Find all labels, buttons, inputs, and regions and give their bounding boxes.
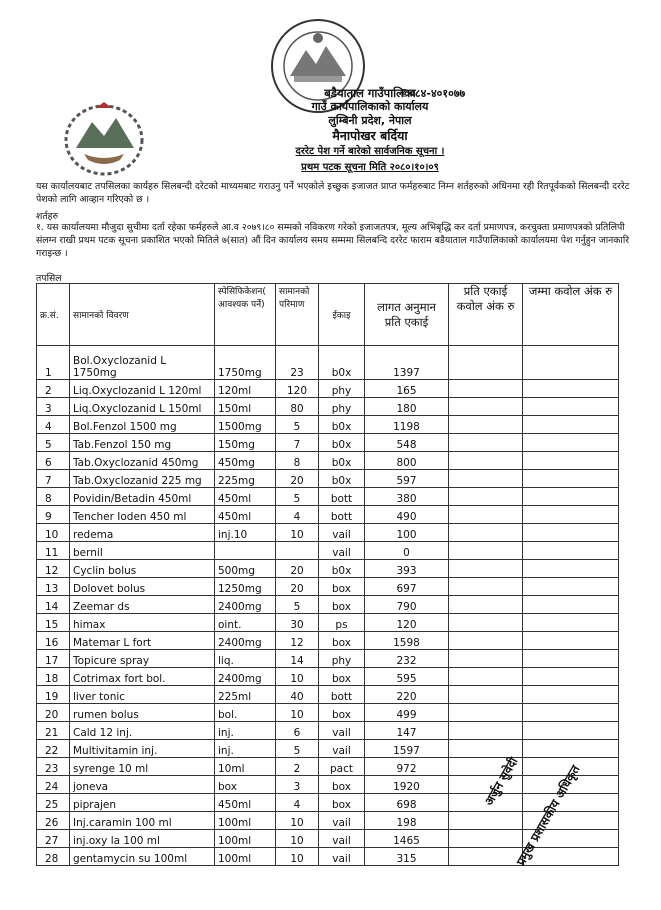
row-sn: 22 [37, 740, 70, 758]
row-unit-bid [449, 416, 523, 434]
row-item: joneva [70, 776, 215, 794]
row-unit: box [319, 776, 365, 794]
row-qty: 3 [276, 776, 319, 794]
row-unit-bid [449, 650, 523, 668]
table-row [37, 470, 619, 488]
table-row [37, 346, 619, 380]
row-sn: 1 [37, 346, 70, 380]
row-qty: 10 [276, 830, 319, 848]
row-total-bid [523, 380, 619, 398]
row-est-cost: 790 [365, 596, 449, 614]
row-item: gentamycin su 100ml [70, 848, 215, 866]
row-item: rumen bolus [70, 704, 215, 722]
row-unit: b0x [319, 560, 365, 578]
office-phone: ✆०८४-४०१०७७ [400, 87, 466, 100]
row-unit: pact [319, 758, 365, 776]
row-sn: 27 [37, 830, 70, 848]
row-item: Cald 12 inj. [70, 722, 215, 740]
row-spec: bol. [215, 704, 276, 722]
row-unit-bid [449, 848, 523, 866]
items-table [36, 283, 619, 866]
row-unit: ps [319, 614, 365, 632]
row-est-cost: 595 [365, 668, 449, 686]
row-unit-bid [449, 346, 523, 380]
row-unit: box [319, 596, 365, 614]
row-unit: box [319, 794, 365, 812]
row-est-cost: 548 [365, 434, 449, 452]
row-est-cost: 697 [365, 578, 449, 596]
row-sn: 25 [37, 794, 70, 812]
row-qty: 10 [276, 812, 319, 830]
table-row [37, 578, 619, 596]
row-item: Liq.Oxyclozanid L 150ml [70, 398, 215, 416]
row-item: Multivitamin inj. [70, 740, 215, 758]
table-row [37, 488, 619, 506]
row-sn: 19 [37, 686, 70, 704]
row-unit-bid [449, 398, 523, 416]
table-row [37, 686, 619, 704]
row-total-bid [523, 578, 619, 596]
row-qty: 12 [276, 632, 319, 650]
row-unit-bid [449, 452, 523, 470]
row-spec: inj. [215, 740, 276, 758]
row-est-cost: 198 [365, 812, 449, 830]
signature-title: प्रमुख प्रशासकीय अधिकृत [513, 762, 583, 868]
row-qty: 14 [276, 650, 319, 668]
row-unit: vail [319, 722, 365, 740]
row-item: liver tonic [70, 686, 215, 704]
header-sn: क्र.सं. [37, 284, 70, 346]
row-item: Tencher Ioden 450 ml [70, 506, 215, 524]
row-est-cost: 180 [365, 398, 449, 416]
row-qty: 5 [276, 488, 319, 506]
table-row [37, 452, 619, 470]
row-unit-bid [449, 686, 523, 704]
row-spec: 100ml [215, 830, 276, 848]
row-est-cost: 147 [365, 722, 449, 740]
header-qty: सामानको परिमाण [276, 284, 319, 346]
row-item: Povidin/Betadin 450ml [70, 488, 215, 506]
row-qty: 80 [276, 398, 319, 416]
row-unit: vail [319, 740, 365, 758]
row-unit-bid [449, 632, 523, 650]
row-item: Bol.Oxyclozanid L 1750mg [70, 346, 215, 380]
row-est-cost: 380 [365, 488, 449, 506]
row-unit: box [319, 578, 365, 596]
table-row [37, 704, 619, 722]
row-unit: vail [319, 848, 365, 866]
row-unit-bid [449, 668, 523, 686]
row-spec: 225ml [215, 686, 276, 704]
row-qty: 40 [276, 686, 319, 704]
row-est-cost: 1198 [365, 416, 449, 434]
table-row [37, 560, 619, 578]
row-unit-bid [449, 470, 523, 488]
row-sn: 12 [37, 560, 70, 578]
row-unit: box [319, 632, 365, 650]
row-qty: 5 [276, 416, 319, 434]
row-total-bid [523, 704, 619, 722]
row-total-bid [523, 614, 619, 632]
row-spec: 500mg [215, 560, 276, 578]
row-total-bid [523, 596, 619, 614]
row-qty: 10 [276, 524, 319, 542]
header-est-cost: लागत अनुमान प्रति एकाई [365, 284, 449, 346]
row-item: Matemar L fort [70, 632, 215, 650]
row-unit: bott [319, 506, 365, 524]
row-spec: 2400mg [215, 668, 276, 686]
row-qty: 10 [276, 848, 319, 866]
row-est-cost: 1920 [365, 776, 449, 794]
row-qty [276, 542, 319, 560]
row-sn: 5 [37, 434, 70, 452]
row-sn: 23 [37, 758, 70, 776]
row-spec: 1750mg [215, 346, 276, 380]
header-item: सामानको विवरण [70, 284, 215, 346]
header-total-bid: जम्मा कवोल अंक रु [523, 284, 619, 346]
row-unit-bid [449, 596, 523, 614]
table-row [37, 380, 619, 398]
header-unit: ईकाइ [319, 284, 365, 346]
office-province: लुम्बिनी प्रदेश, नेपाल [328, 114, 412, 127]
row-spec: 450mg [215, 452, 276, 470]
row-unit: b0x [319, 434, 365, 452]
notice-title: दररेट पेश गर्ने बारेको सार्वजनिक सूचना । [295, 146, 445, 157]
row-sn: 21 [37, 722, 70, 740]
row-total-bid [523, 346, 619, 380]
row-sn: 20 [37, 704, 70, 722]
row-item: syrenge 10 ml [70, 758, 215, 776]
row-est-cost: 490 [365, 506, 449, 524]
row-qty: 8 [276, 452, 319, 470]
row-item: Tab.Fenzol 150 mg [70, 434, 215, 452]
row-sn: 15 [37, 614, 70, 632]
row-unit-bid [449, 830, 523, 848]
row-sn: 2 [37, 380, 70, 398]
row-est-cost: 499 [365, 704, 449, 722]
row-est-cost: 1465 [365, 830, 449, 848]
row-qty: 5 [276, 740, 319, 758]
intro-paragraph: यस कार्यालयबाट तपसिलका कार्यहरु सिलबन्दी दरेटको माध्यमबाट गराउनु पर्ने भएकोले इच्छुक इजाजत प्राप्त फर्महरुबाट निम्न शर्तहरुको अधिनमा रही रितपूर्वकको सिलबन्दी दररेट पेशको लागि आव्हान गरिएको छ । [36, 181, 630, 205]
row-unit-bid [449, 722, 523, 740]
table-row [37, 398, 619, 416]
table-row [37, 506, 619, 524]
table-row [37, 776, 619, 794]
header-unit-bid: प्रति एकाई कवोल अंक रु [449, 284, 523, 346]
row-item: Cotrimax fort bol. [70, 668, 215, 686]
row-total-bid [523, 740, 619, 758]
row-unit: bott [319, 488, 365, 506]
conditions-heading: शर्तहरु [36, 211, 59, 222]
row-qty: 6 [276, 722, 319, 740]
row-spec: 1500mg [215, 416, 276, 434]
row-sn: 17 [37, 650, 70, 668]
table-row [37, 614, 619, 632]
row-sn: 11 [37, 542, 70, 560]
row-spec: 450ml [215, 506, 276, 524]
row-item: Cyclin bolus [70, 560, 215, 578]
row-qty: 23 [276, 346, 319, 380]
row-sn: 18 [37, 668, 70, 686]
row-spec: 450ml [215, 794, 276, 812]
row-unit: box [319, 704, 365, 722]
row-item: Bol.Fenzol 1500 mg [70, 416, 215, 434]
row-est-cost: 597 [365, 470, 449, 488]
row-unit-bid [449, 812, 523, 830]
row-unit: vail [319, 812, 365, 830]
row-est-cost: 698 [365, 794, 449, 812]
row-sn: 10 [37, 524, 70, 542]
row-unit: vail [319, 830, 365, 848]
row-spec: inj.10 [215, 524, 276, 542]
row-spec: 2400mg [215, 632, 276, 650]
row-total-bid [523, 524, 619, 542]
row-est-cost: 800 [365, 452, 449, 470]
row-unit: phy [319, 398, 365, 416]
row-spec: 150mg [215, 434, 276, 452]
row-total-bid [523, 722, 619, 740]
row-unit-bid [449, 740, 523, 758]
row-spec: 1250mg [215, 578, 276, 596]
nepal-emblem-icon [62, 100, 146, 178]
row-spec: box [215, 776, 276, 794]
office-name-2: गाउँ कार्यपालिकाको कार्यालय [311, 100, 429, 113]
table-row [37, 650, 619, 668]
row-unit: phy [319, 380, 365, 398]
row-qty: 5 [276, 596, 319, 614]
row-item: Tab.Oxyclozanid 225 mg [70, 470, 215, 488]
row-sn: 7 [37, 470, 70, 488]
row-total-bid [523, 794, 619, 812]
row-sn: 14 [37, 596, 70, 614]
row-sn: 28 [37, 848, 70, 866]
table-row [37, 416, 619, 434]
row-sn: 13 [37, 578, 70, 596]
row-unit-bid [449, 488, 523, 506]
row-total-bid [523, 668, 619, 686]
row-sn: 16 [37, 632, 70, 650]
row-est-cost: 100 [365, 524, 449, 542]
row-unit-bid [449, 704, 523, 722]
row-item: Dolovet bolus [70, 578, 215, 596]
row-spec: 2400mg [215, 596, 276, 614]
table-row [37, 740, 619, 758]
row-total-bid [523, 542, 619, 560]
row-sn: 9 [37, 506, 70, 524]
row-spec: oint. [215, 614, 276, 632]
row-item: inj.oxy la 100 ml [70, 830, 215, 848]
row-qty: 4 [276, 794, 319, 812]
table-row [37, 596, 619, 614]
row-qty: 30 [276, 614, 319, 632]
row-unit: b0x [319, 470, 365, 488]
row-item: Liq.Oxyclozanid L 120ml [70, 380, 215, 398]
row-qty: 10 [276, 668, 319, 686]
row-sn: 4 [37, 416, 70, 434]
row-unit-bid [449, 614, 523, 632]
notice-date: प्रथम पटक सूचना मिति २०८०।१०।०९ [301, 162, 439, 173]
row-item: Inj.caramin 100 ml [70, 812, 215, 830]
row-qty: 4 [276, 506, 319, 524]
row-spec: 225mg [215, 470, 276, 488]
row-total-bid [523, 416, 619, 434]
row-total-bid [523, 470, 619, 488]
row-spec [215, 542, 276, 560]
row-sn: 8 [37, 488, 70, 506]
row-unit-bid [449, 506, 523, 524]
row-item: Zeemar ds [70, 596, 215, 614]
row-qty: 10 [276, 704, 319, 722]
row-est-cost: 1597 [365, 740, 449, 758]
table-row [37, 794, 619, 812]
row-spec: 10ml [215, 758, 276, 776]
row-unit-bid [449, 434, 523, 452]
row-est-cost: 315 [365, 848, 449, 866]
row-qty: 7 [276, 434, 319, 452]
row-spec: 450ml [215, 488, 276, 506]
row-item: Tab.Oxyclozanid 450mg [70, 452, 215, 470]
table-row [37, 632, 619, 650]
row-total-bid [523, 650, 619, 668]
row-unit: b0x [319, 416, 365, 434]
table-row [37, 524, 619, 542]
office-name-1: बडैयाताल गाउँपालिका [324, 86, 416, 100]
row-total-bid [523, 452, 619, 470]
row-est-cost: 1397 [365, 346, 449, 380]
row-item: bernil [70, 542, 215, 560]
row-est-cost: 120 [365, 614, 449, 632]
row-total-bid [523, 434, 619, 452]
row-total-bid [523, 506, 619, 524]
row-unit: box [319, 668, 365, 686]
header-spec: स्पेसिफिकेशन( आवश्यक पर्ने) [215, 284, 276, 346]
row-spec: 100ml [215, 812, 276, 830]
row-total-bid [523, 488, 619, 506]
row-unit: b0x [319, 346, 365, 380]
signature-name: अर्जुन सुवेदी [481, 754, 521, 808]
row-qty: 20 [276, 578, 319, 596]
table-row [37, 434, 619, 452]
table-row [37, 758, 619, 776]
row-unit-bid [449, 380, 523, 398]
office-location: मैनापोखर बर्दिया [332, 128, 408, 143]
row-unit: phy [319, 650, 365, 668]
row-qty: 20 [276, 560, 319, 578]
row-total-bid [523, 632, 619, 650]
tapsil-label: तपसिल [36, 273, 62, 284]
table-row [37, 668, 619, 686]
row-item: redema [70, 524, 215, 542]
row-sn: 3 [37, 398, 70, 416]
row-unit-bid [449, 542, 523, 560]
table-row [37, 722, 619, 740]
row-total-bid [523, 398, 619, 416]
row-item: piprajen [70, 794, 215, 812]
row-spec: 100ml [215, 848, 276, 866]
row-est-cost: 1598 [365, 632, 449, 650]
row-spec: inj. [215, 722, 276, 740]
row-unit: vail [319, 542, 365, 560]
row-sn: 24 [37, 776, 70, 794]
row-est-cost: 220 [365, 686, 449, 704]
row-spec: 150ml [215, 398, 276, 416]
row-est-cost: 393 [365, 560, 449, 578]
row-item: himax [70, 614, 215, 632]
row-total-bid [523, 686, 619, 704]
condition-1: १. यस कार्यालयमा मौजुदा सुचीमा दर्ता रहेका फर्महरुले आ.व २०७९।८० सम्मको नविकरण गरेको इजाजतपत्र, मूल्य अभिबृद्धि कर दर्ता प्रमाणपत्र, करचुक्ता प्रमाणपत्रको प्रतिलिपी संलग्न राखी प्रथम पटक सूचना प्रकाशित भएको मितिले ७(सात) औं दिन कार्यालय समय सम्ममा सिलबन्दि दररेट फाराम बडैयाताल गाउँपालिकाको कार्यालयमा पेश गर्नुहुन जानकारि गराइन्छ । [36, 222, 630, 259]
row-total-bid [523, 560, 619, 578]
row-unit: bott [319, 686, 365, 704]
row-unit: vail [319, 524, 365, 542]
row-spec: liq. [215, 650, 276, 668]
row-item: Topicure spray [70, 650, 215, 668]
row-qty: 20 [276, 470, 319, 488]
row-sn: 26 [37, 812, 70, 830]
row-est-cost: 0 [365, 542, 449, 560]
row-spec: 120ml [215, 380, 276, 398]
row-est-cost: 165 [365, 380, 449, 398]
row-sn: 6 [37, 452, 70, 470]
row-qty: 2 [276, 758, 319, 776]
row-unit-bid [449, 578, 523, 596]
row-est-cost: 972 [365, 758, 449, 776]
row-unit-bid [449, 560, 523, 578]
row-unit: b0x [319, 452, 365, 470]
row-est-cost: 232 [365, 650, 449, 668]
row-unit-bid [449, 524, 523, 542]
row-qty: 120 [276, 380, 319, 398]
table-row [37, 542, 619, 560]
